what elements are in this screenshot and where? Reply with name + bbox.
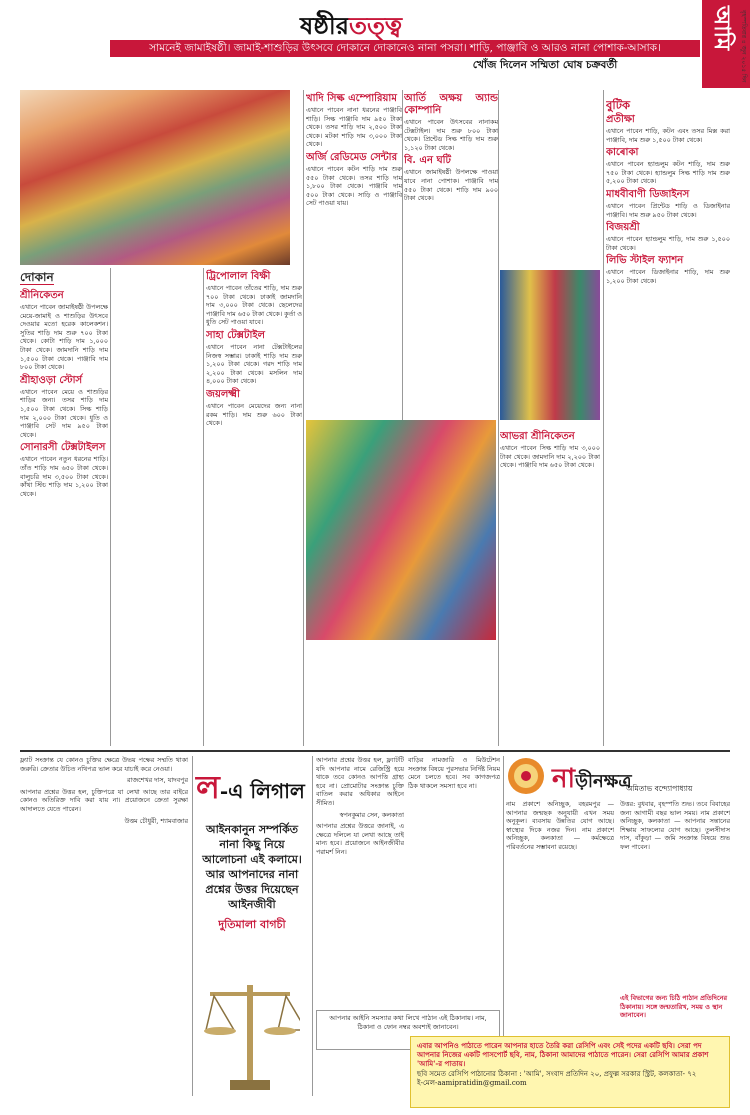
- legal-answer: আপনার প্রশ্নের উত্তর হল, ফ্ল্যাটটি যদি আপনার নামে রেজিস্ট্রি হয়ে থাকে তবে কোনও আপত্তি গ্রাহ্য হবে না। প্রোমোটার সংক্রান্ত চুক্তি বাতিল করার অধিকার আইনে সীমিত।: [316, 756, 404, 807]
- column-divider: [203, 268, 204, 746]
- shop-col-4b: [306, 648, 496, 746]
- astro-notice: এই বিভাগের জন্য চিঠি পাঠান প্রতিদিনের ঠিকানায়। সঙ্গে জন্মতারিখ, সময় ও স্থান জানাবেন।: [620, 994, 728, 1019]
- shop-col-5b: [500, 90, 600, 265]
- legal-answer: ফ্ল্যাট সংক্রান্ত যে কোনও চুক্তির ক্ষেত্রে উভয় পক্ষের সম্মতি থাকা জরুরি। ক্রেতার উচিত নথিপত্র ভাল করে যাচাই করে নেওয়া।: [20, 756, 188, 773]
- shop-name: ট্রিপোলাল বিক্ষী: [206, 271, 271, 282]
- shop-name: বুটিক: [606, 98, 631, 112]
- legal-answer: আপনার প্রশ্নের উত্তর হল, চুক্তিপত্রে যা লেখা আছে তার বাইরে কোনও অতিরিক্ত দাবি করা যায় না। প্রয়োজনে ক্রেতা সুরক্ষা আদালতে যেতে পারেন।: [20, 787, 188, 813]
- shop-name: জয়লক্ষ্মী: [206, 388, 240, 400]
- column-divider: [402, 90, 403, 420]
- legal-answer: আপনার প্রশ্নের উত্তরে জানাই, এ ক্ষেত্রে দলিলে যা লেখা আছে তাই মান্য হবে। প্রয়োজনে আইনজীবীর পরামর্শ নিন।: [316, 822, 404, 856]
- shop-body: এখানে পাবেন মেয়ে ও শাশুড়ির শাড়ির জন্য। তসর শাড়ি দাম ১,৫০০ টাকা থেকে। সিল্ক শাড়ি দাম ২,০০০ টাকা থেকে। ধুতি ও পাঞ্জাবি সেট দাম ৯৫০ টাকা থেকে।: [20, 387, 108, 439]
- astro-title-rest: ড়ীনক্ষত্র: [575, 771, 632, 792]
- section-divider: [20, 750, 730, 752]
- legal-left-col: [20, 756, 188, 1096]
- masthead-byline: খোঁজ দিলেন সম্মিতা ঘোষ চক্রবর্তী: [472, 59, 618, 71]
- shop-name: কাৰোকা: [606, 147, 639, 159]
- legal-title-rest: -এ লিগাল: [219, 779, 305, 803]
- shop-body: এখানে পাবেন নানা টেক্সটাইলের নিজস্ব সম্ভার। ঢাকাই শাড়ি দাম শুরু ১,২০০ টাকা থেকে। গরদ শাড়ি দাম ২,২০০ টাকা থেকে। মসলিন দাম ৪,০০০ টাকা থেকে।: [206, 342, 302, 386]
- legal-signature: রাজশেখর দাস, যাদবপুর: [127, 776, 188, 785]
- legal-author: দুতিমালা বাগচী: [218, 918, 286, 931]
- column-divider: [603, 90, 604, 746]
- shop-col-1: [20, 268, 108, 746]
- shop-name: শ্রীহাওড়া স্টোর্স: [20, 374, 83, 386]
- column-divider: [110, 268, 111, 746]
- shop-name: সোনারসী টেক্সটাইলস: [20, 442, 106, 454]
- shop-body: এখানে পাবেন নানা ধরনের পাঞ্জাবি শাড়ি। সিল্ক পাঞ্জাবি দাম ৯৫০ টাকা থেকে। তসর শাড়ি দাম ২,৫০০ টাকা থেকে। মটকা শাড়ি দাম ৩,০০০ টাকা থেকে।: [306, 106, 402, 149]
- astro-col-1: নাম প্রকাশে অনিচ্ছুক, বহরমপুর — আপনার জন্মছক অনুযায়ী এখন সময় অনুকূল। ব্যবসায় উন্নতির যোগ আছে। স্বাস্থ্যের দিকে নজর দিন। নাম প্রকাশে অনিচ্ছুক, কলকাতা — কর্মক্ষেত্রে পরিবর্তনের সম্ভাবনা রয়েছে।: [506, 800, 614, 851]
- shop-body: এখানে পাবেন সিল্ক শাড়ি দাম ৩,০০০ টাকা থেকে। জামদানি দাম ২,২০০ টাকা থেকে। পাঞ্জাবি দাম ৬৫০ টাকা থেকে।: [500, 444, 600, 470]
- astro-title: [552, 758, 632, 802]
- astro-col-2: উত্তর: বুধবার, বৃহস্পতি শুভ। তবে বিবাহের জন্য আগামী বছর ভাল সময়। নাম প্রকাশে অনিচ্ছুক, কলকাতা — আপনার সন্তানের শিক্ষায় সাফল্যের যোগ আছে। তুলসীদাস দাস, বাঁকুড়া — জমি সংক্রান্ত বিষয়ে শুভ ফল পাবেন।: [620, 800, 730, 851]
- column-divider: [303, 90, 304, 746]
- shop-col-3: [206, 268, 302, 746]
- legal-signature: স্বপনকুমার সেন, কলকাতা: [339, 810, 404, 819]
- legal-signature: উত্তম চৌধুরী, শ্যামবাজার: [124, 816, 188, 825]
- title-prefix: ষষ্ঠীর: [300, 11, 349, 40]
- title-suffix: তত্ত্ব: [348, 11, 403, 40]
- masthead-lead: সামনেই জামাইষষ্ঠী। জামাই-শাশুড়ির উৎসবে দোকানে দোকানেও নানা পসরা। শাড়ি, পাঞ্জাবি ও আরও নানা পোশাক-আসাক।: [110, 40, 700, 57]
- silk-saree-photo: [306, 420, 496, 640]
- shop-body: এখানে পাবেন জামাইষষ্ঠী উপলক্ষে মেয়ে-জামাই ও শাশুড়ির উৎসবে দেওয়ার মতো হরেক কালেকশন। সুতির শাড়ি দাম শুরু ৭০০ টাকা থেকে। কোটা শাড়ি দাম ১,০০০ টাকা থেকে। জামদানি শাড়ি দাম ১,৫০০ টাকা থেকে। পাঞ্জাবি দাম ৮০০ টাকা থেকে।: [20, 303, 108, 372]
- shop-body: এখানে পাবেন হ্যান্ডলুম কটন শাড়ি, দাম শুরু ৭৫০ টাকা থেকে। হ্যান্ডলুম সিল্ক শাড়ি দাম শুরু ৫,২০০ টাকা থেকে।: [606, 160, 730, 186]
- shop-body: এখানে পাবেন মেয়েদের জন্য নানা রকম শাড়ি। দাম শুরু ৬০০ টাকা থেকে।: [206, 401, 302, 428]
- shop-name: বিজয়শ্রী: [606, 222, 640, 234]
- recipe-banner-address: ছবি সমেত রেসিপি পাঠানোর ঠিকানা : 'আমি', সংবাদ প্রতিদিন ২০, প্রফুল্ল সরকার স্ট্রিট, কলকাতা- ৭২: [417, 1070, 697, 1078]
- shop-name: আর্তি অক্ষয় অ্যান্ড কোম্পানি: [404, 93, 498, 116]
- legal-box: [196, 762, 308, 962]
- shop-name: সাহা টেক্সটাইল: [206, 329, 265, 341]
- shop-body: এখানে পাবেন নতুন ধরনের শাড়ি। তাঁত শাড়ি দাম ৬৫০ টাকা থেকে। বালুচরি দাম ৩,৫০০ টাকা থেকে। কাঁথা স্টিচ শাড়ি দাম ১,২০০ টাকা থেকে।: [20, 455, 108, 498]
- column-divider: [498, 90, 499, 746]
- shop-name: শ্রীনিকেতন: [20, 290, 64, 301]
- shop-body: এখানে পাবেন হ্যান্ডলুম শাড়ি, দাম শুরু ১,৫০০ টাকা থেকে।: [606, 235, 730, 252]
- recipe-banner: [410, 1036, 730, 1108]
- column-divider: [312, 756, 313, 1096]
- shop-name: লিভি স্টাইল ফ্যাশন: [606, 255, 684, 267]
- column-divider: [192, 756, 193, 1096]
- logo-text: আমি: [709, 6, 735, 51]
- shop-name: খাদি সিল্ক এম্পোরিয়াম: [306, 93, 397, 104]
- legal-title-big: ল: [196, 768, 220, 806]
- legal-answer: বাড়ির নামজারি ও মিউটেশন সংক্রান্ত বিষয়ে পুরসভার নির্দিষ্ট নিয়ম মেনে চলতে হবে। সব কাগজপত্র ঠিক থাকলে সমস্যা হবে না।: [408, 756, 500, 790]
- shop-name: বি. এন ঘটি: [404, 155, 451, 167]
- astro-header: [506, 756, 730, 796]
- recipe-banner-text: এবার আপনিও পাঠাতে পারেন আপনার হাতে তৈরি করা রেসিপি এবং সেই পদের একটি ছবি। সেরা পদ আপনার নিজের একটি পাসপোর্ট ছবি, নাম, ঠিকানা আমাদের পাঠাতে পারেন। সেরা রেসিপি আমার প্রকাশ 'আমি'-র পাতায়।: [417, 1041, 709, 1068]
- zodiac-wheel-icon: [506, 756, 546, 796]
- shop-col-4: [306, 90, 402, 410]
- shop-body: এখানে পাবেন ডিজাইনার শাড়ি, দাম শুরু ১,২০০ টাকা থেকে।: [606, 268, 730, 285]
- shop-body: এখানে পাবেন শাড়ি, কটন এবং তসর মিক্স করা পাঞ্জাবি, দাম শুরু ১,৫০০ টাকা থেকে।: [606, 127, 730, 144]
- shop-section-heading: দোকান: [20, 270, 54, 284]
- shop-body: এখানে পাবেন প্রিন্টেড শাড়ি ও ডিজাইনার পাঞ্জাবি। দাম শুরু ৯৫০ টাকা থেকে।: [606, 201, 730, 219]
- shop-name: আভরা শ্রীনিকেতন: [500, 431, 575, 442]
- shop-body: এখানে পাবেন কটন শাড়ি দাম শুরু ৫৫০ টাকা থেকে। তসর শাড়ি দাম ১,৮০০ টাকা থেকে। পাঞ্জাবি দাম ৫০০ টাকা থেকে। সাড়ি ও পাঞ্জাবি সেট পাওয়া যায়।: [306, 164, 402, 208]
- shop-body: এখানে জামাইষষ্ঠী উপলক্ষে পাওয়া যাবে নানা পোশাক। পাঞ্জাবি দাম ৫৫০ টাকা থেকে। শাড়ি দাম ৯০০ টাকা থেকে।: [404, 168, 498, 203]
- shop-name: অর্জি রেডিমেড সেন্টার: [306, 151, 398, 163]
- shop-col-6: [606, 96, 730, 746]
- legal-notice-box: আপনার আইনি সমস্যার কথা লিখে পাঠান এই ঠিকানায়। নাম, ঠিকানা ও ফোন নম্বর অবশ্যই জানাবেন।: [316, 1010, 500, 1050]
- legal-title: [196, 762, 308, 816]
- legal-intro: আইনকানুন সম্পর্কিত নানা কিছু নিয়ে আলোচনা এই কলামে। আর আপনাদের নানা প্রশ্নের উত্তর দিয়েছেন আইনজীবী: [202, 823, 302, 911]
- side-date: বৃহস্পতিবার ৪ জুন ২০১৫ দিন: [740, 10, 747, 83]
- scales-of-justice-image: [200, 970, 300, 1100]
- recipe-banner-email: ই-মেল-aamipratidin@gmail.com: [417, 1079, 527, 1087]
- textile-display-photo: [500, 270, 600, 420]
- shop-col-5c: [500, 428, 600, 746]
- astro-title-big: না: [552, 764, 576, 794]
- shop-name: মাধবীবাণী ডিজাইনস: [606, 188, 690, 200]
- legal-right-col: [408, 756, 500, 1006]
- shop-body: এখানে পাবেন তাঁতের শাড়ি, দাম শুরু ৭০০ টাকা থেকে। ঢাকাই জামদানি দাম ৩,০০০ টাকা থেকে। ছেলেদের পাঞ্জাবি দাম ৬৫০ টাকা থেকে। কুর্তা ও ধুতি সেট পাওয়া যাবে।: [206, 284, 302, 327]
- shop-col-2: [112, 268, 200, 746]
- shop-col-5: [404, 90, 498, 420]
- shop-body: এখানে পাবেন উৎসবের নানাকম টেক্সটাইল। দাম শুরু ৮০০ টাকা থেকে। প্রিন্টেড সিল্ক শাড়ি দাম শুরু ১,১২০ টাকা থেকে।: [404, 118, 498, 152]
- shop-name: প্রতীক্ষা: [606, 114, 635, 125]
- masthead: [0, 0, 750, 92]
- astro-author: অমিতাভ বন্দ্যোপাধ্যায়: [626, 784, 693, 793]
- saree-shop-photo: [20, 90, 290, 265]
